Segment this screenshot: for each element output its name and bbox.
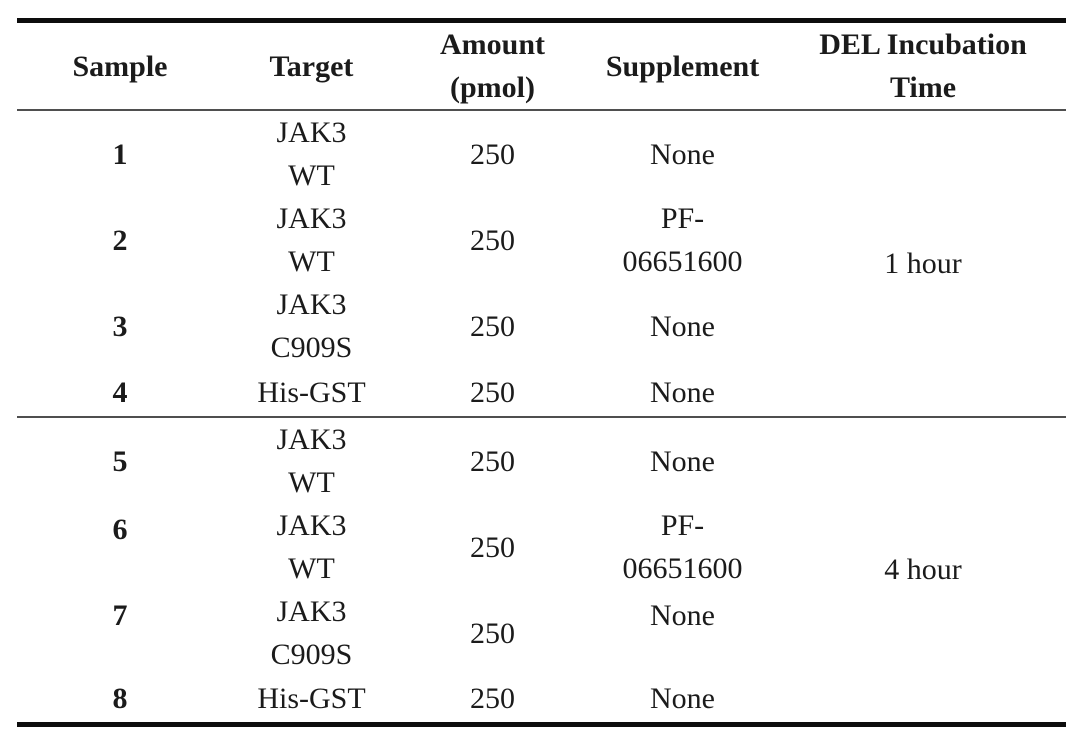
cell-line: His-GST [257,376,366,409]
table-row-sample-5 [17,417,1066,504]
header-label: DEL Incubation [819,28,1027,61]
target-cell [223,197,400,283]
header-label: Amount [439,28,545,61]
cell-line: None [650,376,715,409]
table-row-sample-1 [17,110,1066,197]
header-label: Sample [72,49,168,83]
cell-line: JAK3 [276,595,347,628]
sample-cell: 5 [112,444,128,478]
cell-line: JAK3 [276,423,347,456]
supplement-cell [585,197,780,283]
cell-line: 06651600 [622,245,743,278]
header-label: Supplement [605,49,760,83]
header-row [17,21,1066,111]
header-del-incubation-time [780,21,1066,111]
header-target [223,21,400,111]
cell-line: None [650,137,715,171]
target-cell [223,369,400,417]
amount-cell: 250 [470,309,515,343]
sample-cell: 6 [112,513,128,546]
cell-line: WT [288,245,335,278]
supplement-cell [585,369,780,417]
supplement-cell [585,676,780,724]
cell-line: PF- [660,202,705,235]
cell-line: WT [288,159,335,192]
incubation-time-cell: 4 hour [884,553,962,587]
header-label: Time [889,71,957,104]
cell-line: JAK3 [276,288,347,321]
amount-cell: 250 [470,137,515,171]
amount-cell: 250 [470,530,515,564]
cell-line: C909S [270,331,353,364]
supplement-cell [585,417,780,504]
target-cell [223,110,400,197]
sample-cell: 4 [112,376,128,409]
cell-line: His-GST [257,682,366,716]
amount-cell: 250 [470,223,515,257]
cell-line: None [650,309,715,343]
sample-cell: 8 [112,682,128,716]
header-label: (pmol) [450,71,535,104]
cell-line: None [650,599,715,632]
target-cell [223,590,400,676]
table-header [17,21,1066,111]
sample-cell: 2 [112,223,128,257]
cell-line: PF- [660,509,705,542]
supplement-cell [585,590,780,676]
cell-line: C909S [270,638,353,671]
amount-cell: 250 [470,616,515,650]
supplement-cell [585,110,780,197]
amount-cell: 250 [470,376,515,409]
cell-line: None [650,682,715,716]
target-cell [223,676,400,724]
sample-cell: 7 [112,599,128,632]
amount-cell: 250 [470,682,515,716]
cell-line: JAK3 [276,509,347,542]
cell-line: 06651600 [622,552,743,585]
header-label: Target [269,49,354,83]
target-cell [223,504,400,590]
group-4hour [17,417,1066,724]
del-sample-conditions-table [17,18,1066,727]
header-supplement [585,21,780,111]
cell-line: JAK3 [276,202,347,235]
cell-line: WT [288,466,335,499]
target-cell [223,283,400,369]
incubation-time-cell: 1 hour [884,247,962,280]
cell-line: JAK3 [276,116,347,149]
cell-line: WT [288,552,335,585]
header-amount [400,21,585,111]
target-cell [223,417,400,504]
sample-cell: 1 [112,137,128,171]
sample-cell: 3 [112,309,128,343]
supplement-cell [585,283,780,369]
header-sample [17,21,223,111]
amount-cell: 250 [470,444,515,478]
cell-line: None [650,444,715,478]
group-1hour [17,110,1066,417]
supplement-cell [585,504,780,590]
